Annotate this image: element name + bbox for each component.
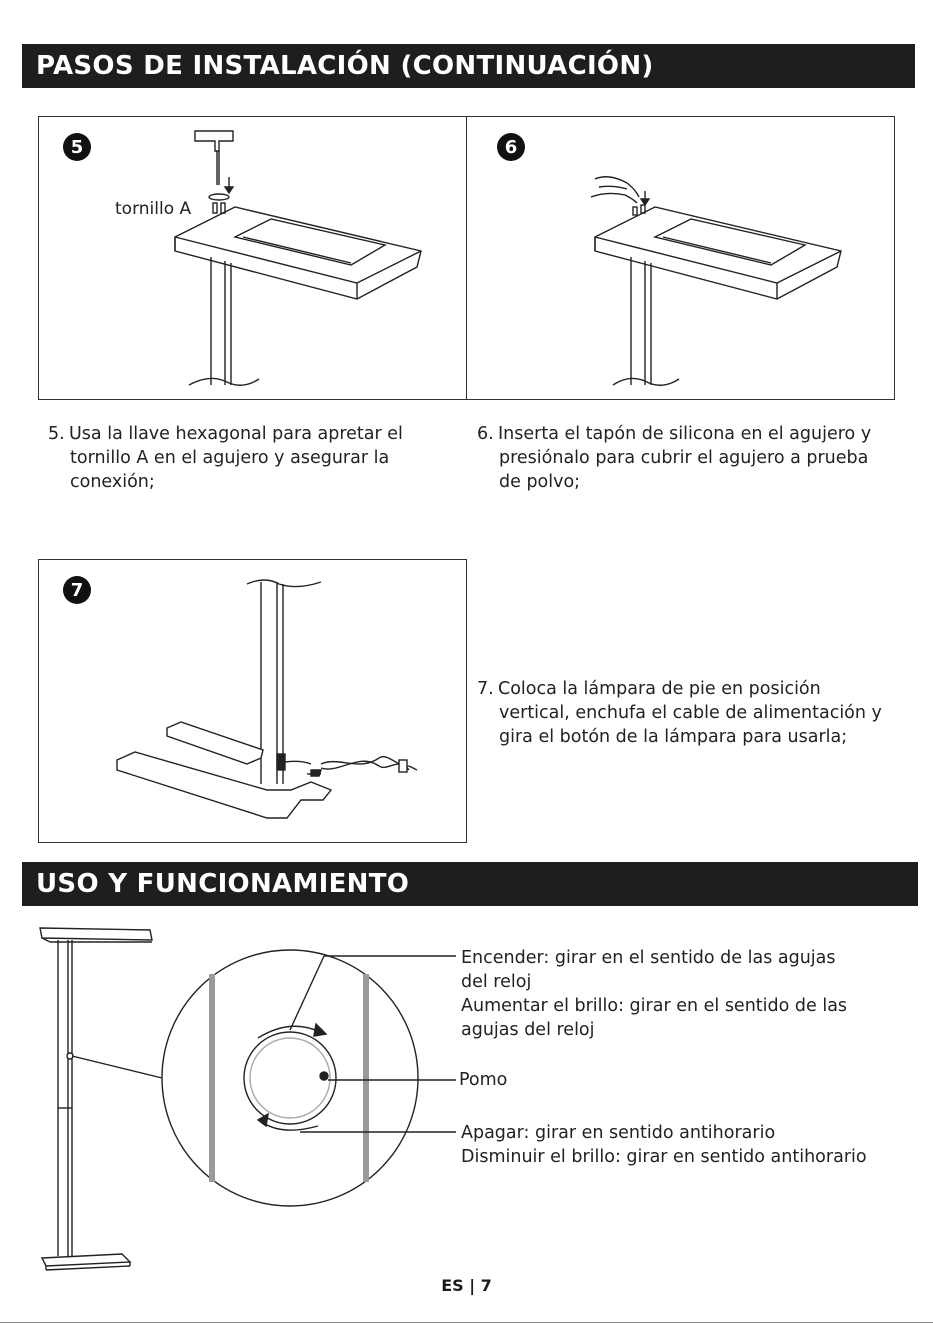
step6-number: 6.: [477, 424, 494, 444]
step6-instructions: [477, 422, 871, 494]
dim-line: Disminuir el brillo: girar en sentido antihorario: [461, 1147, 867, 1167]
step7-line-1: Coloca la lámpara de pie en posición: [498, 679, 821, 699]
brighten-line-1: Aumentar el brillo: girar en el sentido de las: [461, 996, 848, 1016]
step6-line-3: de polvo;: [499, 472, 581, 492]
page-number: ES | 7: [441, 1276, 492, 1295]
on-brighten-callout: [461, 946, 847, 1042]
installation-section-title: PASOS DE INSTALACIÓN (CONTINUACIÓN): [22, 44, 915, 88]
hex-key-illustration: [39, 117, 468, 401]
bottom-rule: [0, 1322, 933, 1323]
step7-line-3: gira el botón de la lámpara para usarla;: [499, 727, 848, 747]
step5-badge: 5: [63, 133, 91, 161]
step7-badge: 7: [63, 576, 91, 604]
step5-line-1: Usa la llave hexagonal para apretar el: [69, 424, 403, 444]
step6-line-2: presiónalo para cubrir el agujero a prueba: [499, 448, 869, 468]
step5-line-2: tornillo A en el agujero y asegurar la: [70, 448, 390, 468]
silicone-plug-illustration: [467, 117, 896, 401]
step5-line-3: conexión;: [70, 472, 155, 492]
step6-line-1: Inserta el tapón de silicona en el agujero y: [498, 424, 872, 444]
step7-figure: [38, 559, 467, 843]
screw-a-label: tornillo A: [115, 199, 192, 219]
plug-in-illustration: [39, 560, 468, 844]
on-line-2: del reloj: [461, 972, 532, 992]
step7-line-2: vertical, enchufa el cable de alimentación y: [499, 703, 882, 723]
usage-section-title: USO Y FUNCIONAMIENTO: [22, 862, 918, 906]
step6-figure: [466, 116, 895, 400]
step7-instructions: [477, 677, 882, 749]
step5-number: 5.: [48, 424, 65, 444]
off-line: Apagar: girar en sentido antihorario: [461, 1123, 776, 1143]
brighten-line-2: agujas del reloj: [461, 1020, 595, 1040]
step5-figure: [38, 116, 467, 400]
knob-label: Pomo: [459, 1070, 508, 1090]
on-line-1: Encender: girar en el sentido de las agujas: [461, 948, 836, 968]
step5-instructions: [48, 422, 403, 494]
off-dim-callout: [461, 1121, 867, 1169]
step6-badge: 6: [497, 133, 525, 161]
step7-number: 7.: [477, 679, 494, 699]
